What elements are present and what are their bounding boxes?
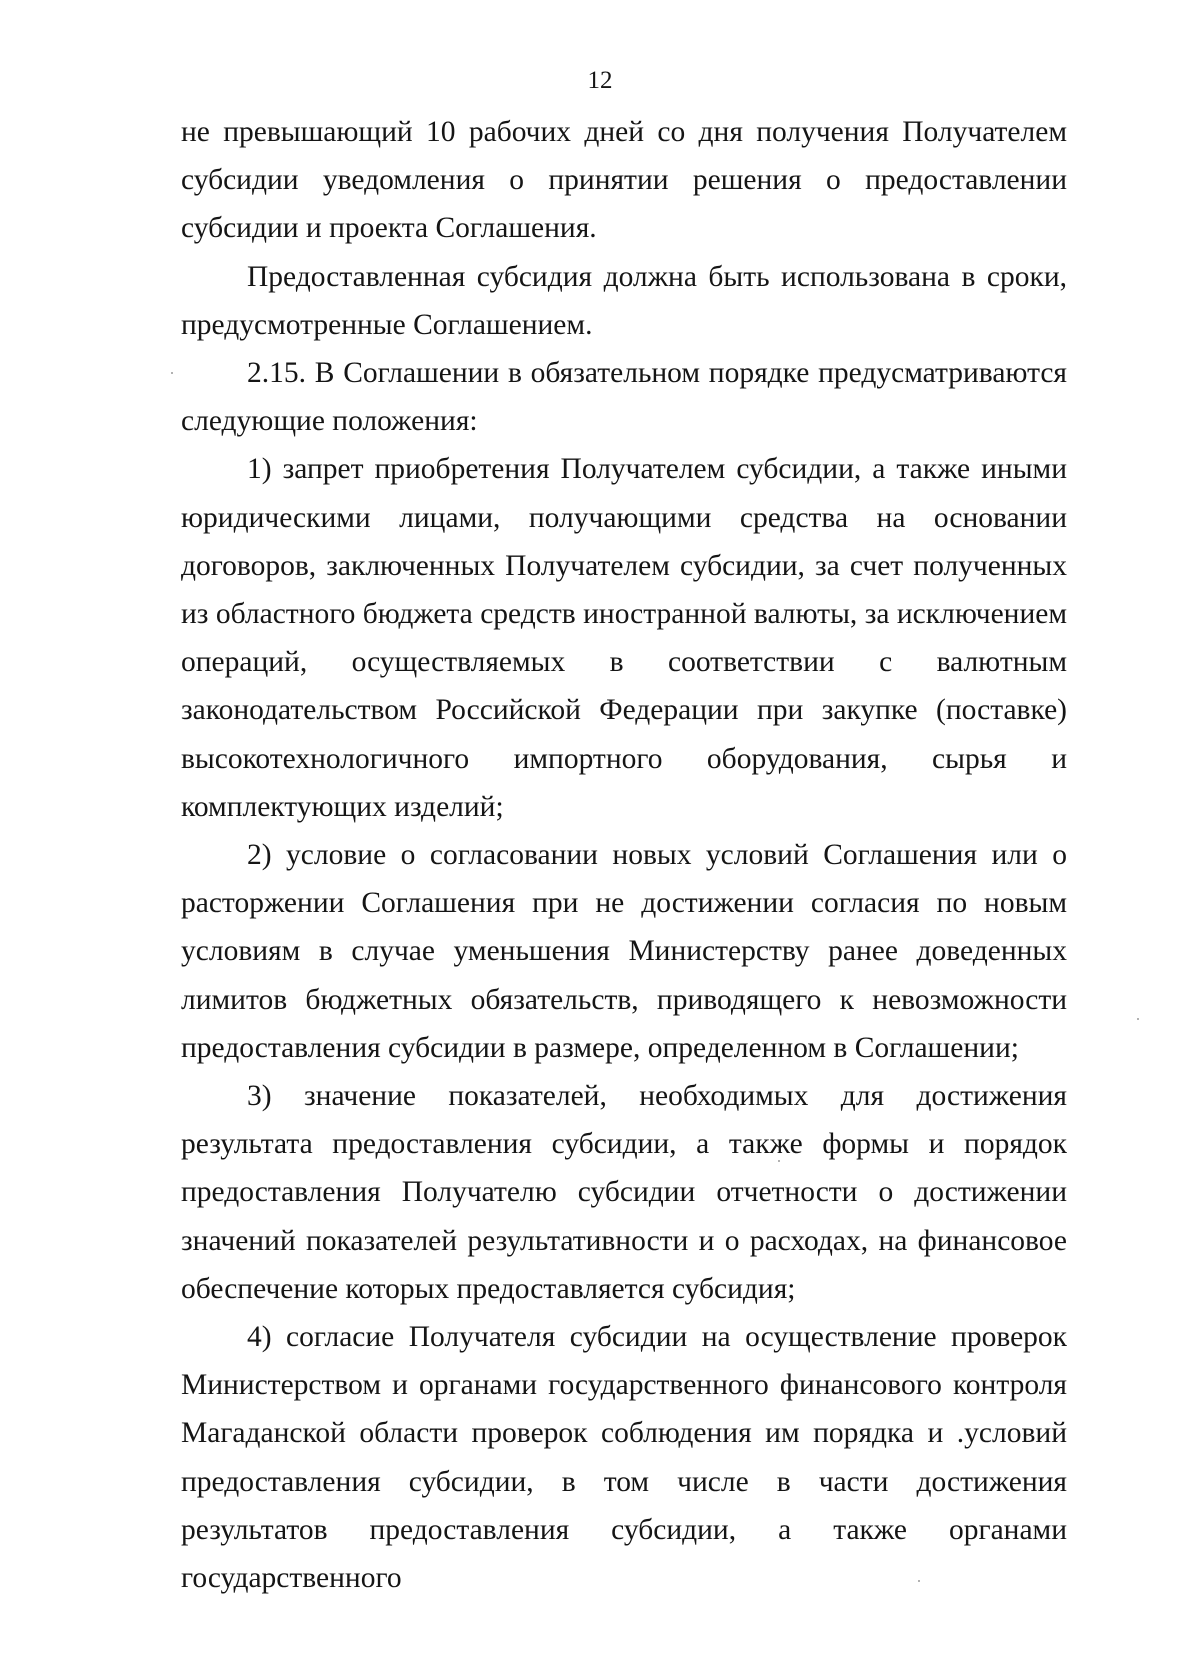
scan-speck [171,372,173,374]
scan-speck [778,1160,780,1162]
document-body [181,108,1067,1602]
list-item-3: 3) значение показателей, необходимых для достижения результата предоставления субсидии, а также формы и порядок предоставления Получателю субсидии отчетности о достижении значений показателей результативности и о расходах, на финансовое обеспечение которых предоставляется субсидия; [181,1080,1067,1305]
list-item-2: 2) условие о согласовании новых условий Соглашения или о расторжении Соглашения при не достижении согласия по новым условиям в случае уменьшения Министерству ранее доведенных лимитов бюджетных обязательств, приводящего к невозможности предоставления субсидии в размере, определенном в Соглашении; [181,839,1067,1064]
scan-speck [1137,1018,1139,1020]
page-number: 12 [587,67,613,94]
list-item-4: 4) согласие Получателя субсидии на осуществление проверок Министерством и органами государственного финансового контроля Магаданской области проверок соблюдения им порядка и .условий предоставления субсидии, в том числе в части достижения результатов предоставления субсидии, а также органами государственного [181,1321,1067,1595]
list-item-1: 1) запрет приобретения Получателем субсидии, а также иными юридическими лицами, получающими средства на основании договоров, заключенных Получателем субсидии, за счет полученных из областного бюджета средств иностранной валюты, за исключением операций, осуществляемых в соответствии с валютным законодательством Российской Федерации при закупке (поставке) высокотехнологичного импортного оборудования, сырья и комплектующих изделий; [181,453,1067,823]
paragraph-clause-2-15: 2.15. В Соглашении в обязательном порядке предусматриваются следующие положения: [181,357,1067,438]
paragraph-continuation: не превышающий 10 рабочих дней со дня получения Получателем субсидии уведомления о принятии решения о предоставлении субсидии и проекта Соглашения. [181,116,1067,245]
scan-speck [918,1580,920,1582]
paragraph-subsidy-usage: Предоставленная субсидия должна быть использована в сроки, предусмотренные Соглашением. [181,260,1067,341]
